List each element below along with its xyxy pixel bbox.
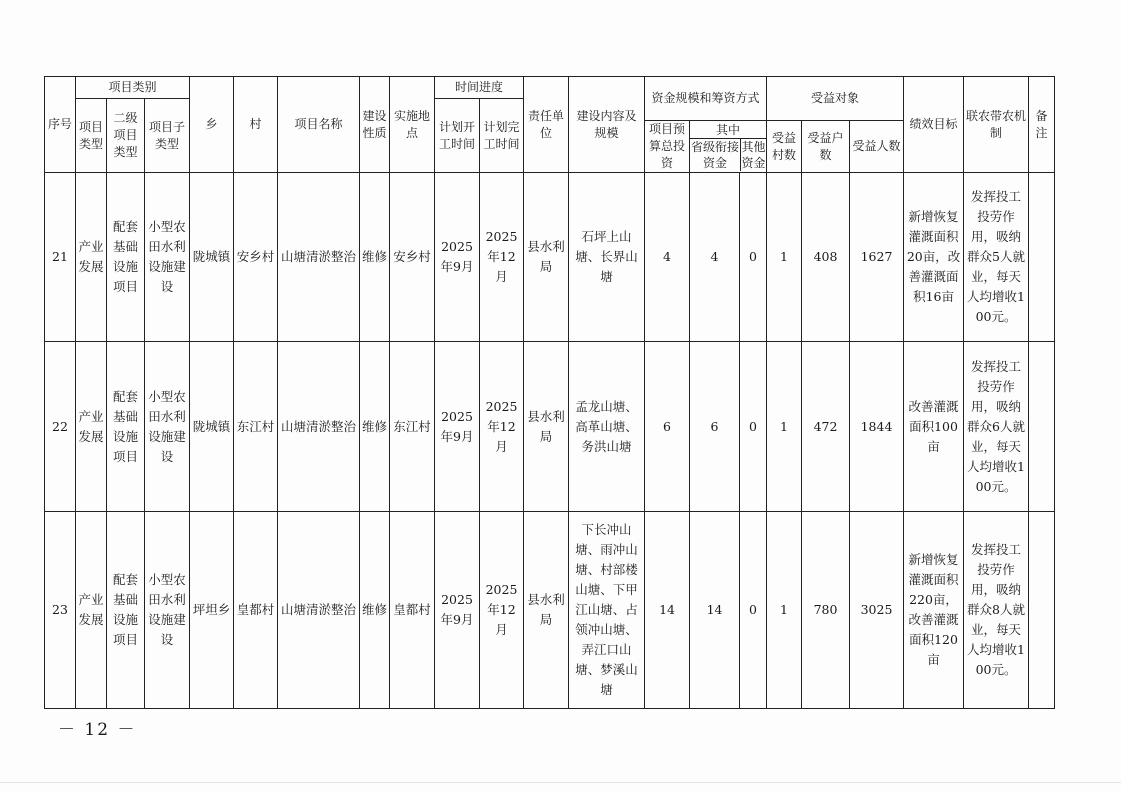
cell-location: 皇都村 (390, 512, 435, 709)
cell-goal: 新增恢复灌溉面积20亩，改善灌溉面积16亩 (904, 173, 964, 342)
table-row (45, 342, 1055, 512)
cell-mechanism: 发挥投工投劳作用，吸纳群众8人就业，每天人均增收100元。 (964, 512, 1029, 709)
cell-location: 东江村 (390, 342, 435, 512)
cell-nature: 维修 (360, 342, 390, 512)
cell-responsible: 县水利局 (524, 512, 569, 709)
cell-people: 1627 (850, 173, 904, 342)
header-funds: 资金规模和筹资方式 (645, 77, 767, 121)
table-row (45, 512, 1055, 709)
cell-seq: 22 (45, 342, 76, 512)
header-schedule: 时间进度 (435, 77, 524, 99)
cell-level2: 配套基础设施项目 (107, 342, 145, 512)
cell-location: 安乡村 (390, 173, 435, 342)
cell-level2: 配套基础设施项目 (107, 173, 145, 342)
cell-content: 孟龙山塘、高革山塘、务洪山塘 (569, 342, 645, 512)
cell-households: 408 (802, 173, 850, 342)
header-project-name: 项目名称 (278, 77, 360, 173)
header-location: 实施地点 (390, 77, 435, 173)
cell-village: 皇都村 (234, 512, 278, 709)
cell-mechanism: 发挥投工投劳作用，吸纳群众6人就业，每天人均增收100元。 (964, 342, 1029, 512)
cell-village: 安乡村 (234, 173, 278, 342)
cell-responsible: 县水利局 (524, 342, 569, 512)
cell-sub: 小型农田水利设施建设 (145, 173, 190, 342)
header-cat-type: 项目类型 (76, 99, 107, 173)
cell-end: 2025年12月 (480, 173, 524, 342)
cell-village: 东江村 (234, 342, 278, 512)
cell-provincial: 14 (690, 512, 740, 709)
cell-content: 石坪上山塘、长界山塘 (569, 173, 645, 342)
cell-seq: 23 (45, 512, 76, 709)
cell-households: 472 (802, 342, 850, 512)
cell-level2: 配套基础设施项目 (107, 512, 145, 709)
header-end: 计划完工时间 (480, 99, 524, 173)
cell-start: 2025年9月 (435, 512, 480, 709)
cell-remark (1029, 173, 1055, 342)
cell-villages: 1 (767, 342, 802, 512)
page-number: － 12 － (58, 720, 137, 740)
table-row (45, 173, 1055, 342)
cell-name: 山塘清淤整治 (278, 512, 360, 709)
header-other: 其他资金 (741, 140, 766, 170)
header-content: 建设内容及规模 (569, 77, 645, 173)
header-cat-sub: 项目子类型 (145, 99, 190, 173)
header-category: 项目类别 (76, 77, 190, 99)
cell-start: 2025年9月 (435, 173, 480, 342)
header-township: 乡 (190, 77, 234, 173)
cell-villages: 1 (767, 512, 802, 709)
cell-township: 陇城镇 (190, 342, 234, 512)
cell-provincial: 4 (690, 173, 740, 342)
cell-remark (1029, 342, 1055, 512)
cell-goal: 改善灌溉面积100亩 (904, 342, 964, 512)
cell-sub: 小型农田水利设施建设 (145, 512, 190, 709)
header-seq: 序号 (45, 77, 76, 173)
cell-villages: 1 (767, 173, 802, 342)
cell-type: 产业发展 (76, 342, 107, 512)
header-beneficiary: 受益对象 (767, 77, 904, 121)
cell-seq: 21 (45, 173, 76, 342)
cell-budget: 6 (645, 342, 690, 512)
project-table (44, 76, 1055, 709)
scan-edge-divider (0, 782, 1121, 783)
cell-budget: 4 (645, 173, 690, 342)
header-nature: 建设性质 (360, 77, 390, 173)
cell-people: 3025 (850, 512, 904, 709)
header-ben-people: 受益人数 (850, 121, 904, 173)
cell-type: 产业发展 (76, 173, 107, 342)
header-goal: 绩效目标 (904, 77, 964, 173)
header-remark: 备注 (1029, 77, 1055, 173)
cell-township: 陇城镇 (190, 173, 234, 342)
cell-end: 2025年12月 (480, 342, 524, 512)
cell-nature: 维修 (360, 173, 390, 342)
header-mechanism: 联农带农机制 (964, 77, 1029, 173)
cell-content: 下长冲山塘、雨冲山塘、村部楼山塘、下甲江山塘、占领冲山塘、弄江口山塘、梦溪山塘 (569, 512, 645, 709)
cell-name: 山塘清淤整治 (278, 173, 360, 342)
cell-other: 0 (740, 512, 767, 709)
cell-name: 山塘清淤整治 (278, 342, 360, 512)
cell-households: 780 (802, 512, 850, 709)
cell-sub: 小型农田水利设施建设 (145, 342, 190, 512)
header-ben-households: 受益户数 (802, 121, 850, 173)
cell-type: 产业发展 (76, 512, 107, 709)
cell-people: 1844 (850, 342, 904, 512)
cell-goal: 新增恢复灌溉面积220亩，改善灌溉面积120亩 (904, 512, 964, 709)
header-start: 计划开工时间 (435, 99, 480, 173)
header-among: 其中 (690, 122, 766, 139)
cell-township: 坪坦乡 (190, 512, 234, 709)
header-budget: 项目预算总投资 (645, 121, 690, 173)
cell-responsible: 县水利局 (524, 173, 569, 342)
cell-mechanism: 发挥投工投劳作用，吸纳群众5人就业，每天人均增收100元。 (964, 173, 1029, 342)
header-responsible: 责任单位 (524, 77, 569, 173)
cell-remark (1029, 512, 1055, 709)
cell-provincial: 6 (690, 342, 740, 512)
header-among-group (690, 121, 767, 173)
header-village: 村 (234, 77, 278, 173)
header-ben-villages: 受益村数 (767, 121, 802, 173)
cell-other: 0 (740, 173, 767, 342)
cell-other: 0 (740, 342, 767, 512)
header-cat-level2: 二级项目类型 (107, 99, 145, 173)
cell-start: 2025年9月 (435, 342, 480, 512)
cell-nature: 维修 (360, 512, 390, 709)
header-provincial: 省级衔接资金 (691, 140, 740, 170)
cell-budget: 14 (645, 512, 690, 709)
cell-end: 2025年12月 (480, 512, 524, 709)
